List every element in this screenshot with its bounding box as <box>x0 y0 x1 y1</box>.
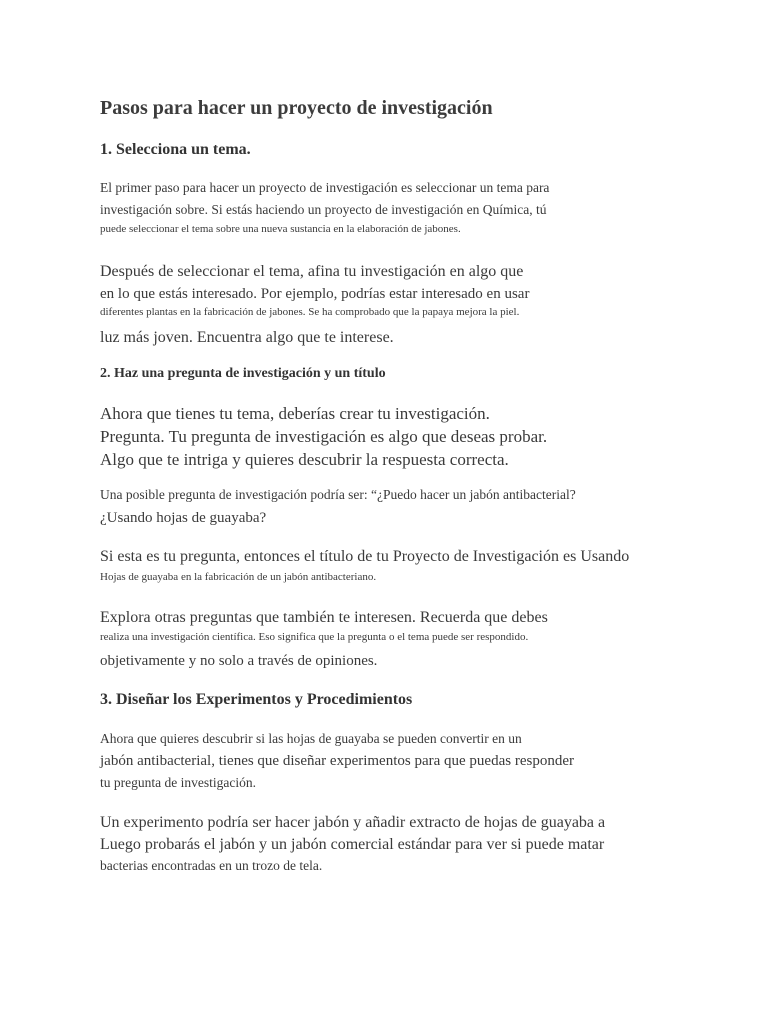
section-heading-3: 3. Diseñar los Experimentos y Procedimientos <box>100 691 413 708</box>
page-title: Pasos para hacer un proyecto de investigación <box>100 97 493 119</box>
paragraph-line: ¿Usando hojas de guayaba? <box>100 510 267 526</box>
paragraph-line: Pregunta. Tu pregunta de investigación es algo que deseas probar. <box>100 427 548 446</box>
paragraph-line: bacterias encontradas en un trozo de tela. <box>100 858 323 873</box>
section-heading-1: 1. Selecciona un tema. <box>100 141 251 158</box>
paragraph-line: diferentes plantas en la fabricación de jabones. Se ha comprobado que la papaya mejora la piel. <box>100 306 520 318</box>
paragraph-line: en lo que estás interesado. Por ejemplo, podrías estar interesado en usar <box>100 286 530 302</box>
paragraph-line: realiza una investigación científica. Eso significa que la pregunta o el tema puede ser respondido. <box>100 631 529 643</box>
paragraph-line: puede seleccionar el tema sobre una nueva sustancia en la elaboración de jabones. <box>100 223 461 235</box>
paragraph-line: tu pregunta de investigación. <box>100 775 256 790</box>
paragraph-line: jabón antibacterial, tienes que diseñar experimentos para que puedas responder <box>100 753 574 769</box>
paragraph-line: luz más joven. Encuentra algo que te interese. <box>100 329 394 346</box>
paragraph-line: Explora otras preguntas que también te interesen. Recuerda que debes <box>100 609 548 626</box>
paragraph-line: Algo que te intriga y quieres descubrir la respuesta correcta. <box>100 450 509 469</box>
paragraph-line: Hojas de guayaba en la fabricación de un jabón antibacteriano. <box>100 571 377 583</box>
paragraph-line: Ahora que tienes tu tema, deberías crear tu investigación. <box>100 404 490 423</box>
paragraph-line: Una posible pregunta de investigación podría ser: “¿Puedo hacer un jabón antibacterial? <box>100 487 576 502</box>
paragraph-line: Un experimento podría ser hacer jabón y añadir extracto de hojas de guayaba a <box>100 814 606 831</box>
paragraph-line: investigación sobre. Si estás haciendo un proyecto de investigación en Química, tú <box>100 202 547 217</box>
paragraph-line: Luego probarás el jabón y un jabón comercial estándar para ver si puede matar <box>100 836 605 853</box>
paragraph-line: Ahora que quieres descubrir si las hojas de guayaba se pueden convertir en un <box>100 731 522 746</box>
paragraph-line: Si esta es tu pregunta, entonces el título de tu Proyecto de Investigación es Usando <box>100 548 630 565</box>
paragraph-line: objetivamente y no solo a través de opiniones. <box>100 653 378 669</box>
section-heading-2: 2. Haz una pregunta de investigación y un título <box>100 366 386 381</box>
paragraph-line: Después de seleccionar el tema, afina tu investigación en algo que <box>100 263 524 280</box>
paragraph-line: El primer paso para hacer un proyecto de investigación es seleccionar un tema para <box>100 180 550 195</box>
